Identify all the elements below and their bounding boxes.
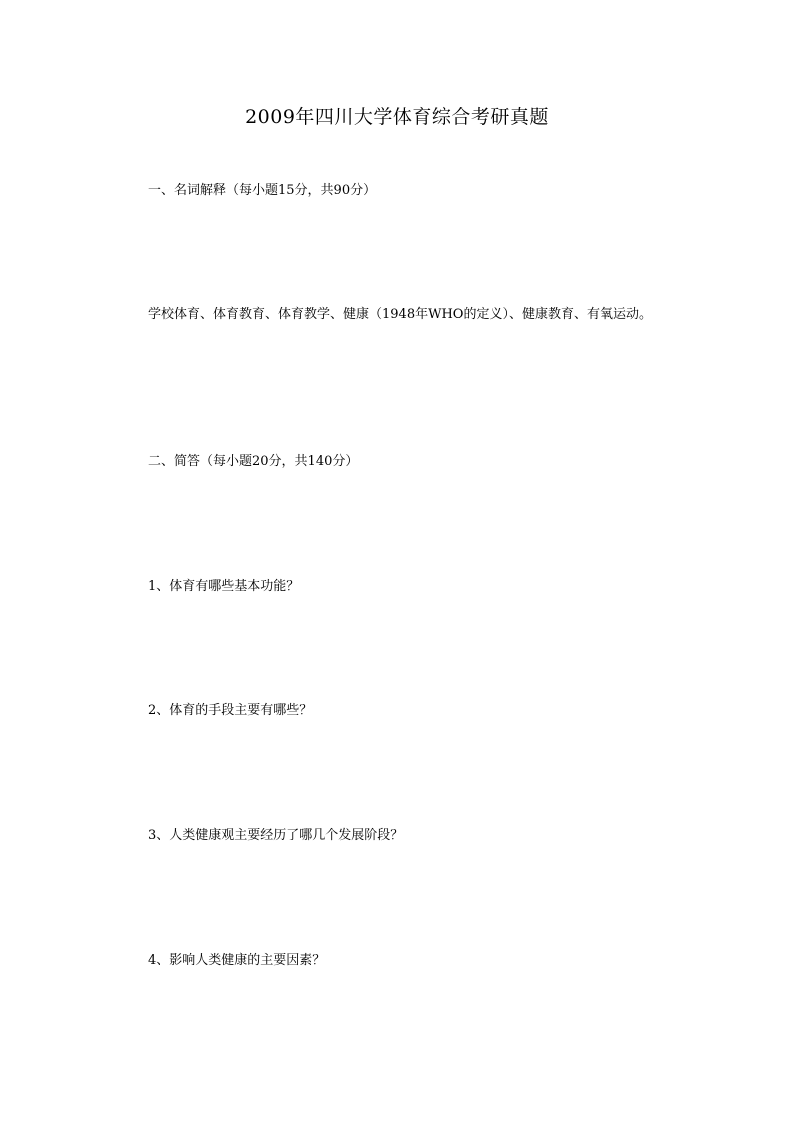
- section-heading-short-answer: 二、简答（每小题20分，共140分）: [148, 454, 359, 469]
- question-item: 4、影响人类健康的主要因素？: [148, 953, 326, 968]
- question-item: 2、体育的手段主要有哪些？: [148, 703, 313, 718]
- question-item: 1、体育有哪些基本功能？: [148, 579, 300, 594]
- page-title: 2009年四川大学体育综合考研真题: [245, 106, 549, 128]
- terms-list: 学校体育、体育教育、体育教学、健康（1948年WHO的定义）、健康教育、有氧运动。: [148, 307, 652, 322]
- section-heading-terms: 一、名词解释（每小题15分，共90分）: [148, 183, 377, 198]
- question-item: 3、人类健康观主要经历了哪几个发展阶段？: [148, 828, 404, 843]
